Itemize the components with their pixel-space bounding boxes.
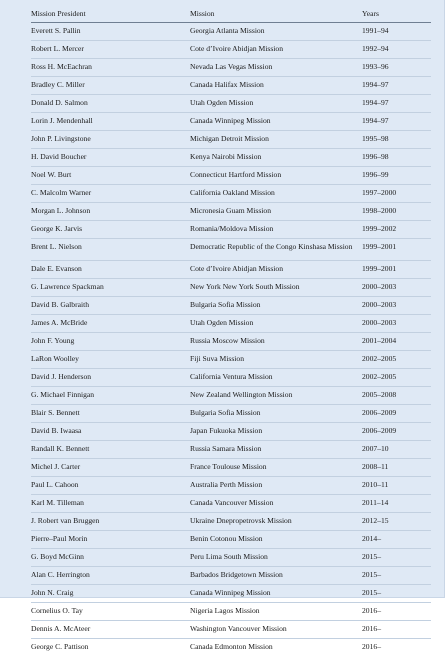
table-header-row: [31, 9, 431, 23]
cell-president: Ross H. McEachran: [31, 59, 190, 77]
cell-years: 2002–2005: [362, 351, 431, 369]
cell-years: 1998–2000: [362, 203, 431, 221]
cell-years: 2008–11: [362, 459, 431, 477]
table-row: [31, 423, 431, 441]
cell-years: 2015–: [362, 585, 431, 603]
cell-years: 1993–96: [362, 59, 431, 77]
cell-mission: Canada Halifax Mission: [190, 77, 362, 95]
table-row: [31, 41, 431, 59]
cell-years: 1994–97: [362, 113, 431, 131]
cell-mission: Romania/Moldova Mission: [190, 221, 362, 239]
table-row: [31, 279, 431, 297]
cell-president: Robert L. Mercer: [31, 41, 190, 59]
cell-mission: Australia Perth Mission: [190, 477, 362, 495]
table-row: [31, 639, 431, 656]
cell-mission: California Oakland Mission: [190, 185, 362, 203]
table-row: [31, 585, 431, 603]
cell-president: H. David Boucher: [31, 149, 190, 167]
cell-mission: Canada Winnipeg Mission: [190, 585, 362, 603]
cell-years: 2005–2008: [362, 387, 431, 405]
table-row: [31, 261, 431, 279]
cell-mission: New Zealand Wellington Mission: [190, 387, 362, 405]
cell-mission: New York New York South Mission: [190, 279, 362, 297]
cell-mission: Canada Vancouver Mission: [190, 495, 362, 513]
cell-president: Dale E. Evanson: [31, 261, 190, 279]
table-row: [31, 351, 431, 369]
cell-years: 2014–: [362, 531, 431, 549]
cell-years: 2015–: [362, 549, 431, 567]
cell-president: George C. Pattison: [31, 639, 190, 656]
table-row: [31, 239, 431, 261]
cell-president: Randall K. Bennett: [31, 441, 190, 459]
cell-mission: Bulgaria Sofia Mission: [190, 297, 362, 315]
cell-president: Michel J. Carter: [31, 459, 190, 477]
cell-years: 2000–2003: [362, 315, 431, 333]
mission-presidents-table: [31, 9, 431, 656]
cell-mission: Japan Fukuoka Mission: [190, 423, 362, 441]
cell-president: John F. Young: [31, 333, 190, 351]
cell-president: C. Malcolm Warner: [31, 185, 190, 203]
table-row: [31, 221, 431, 239]
cell-mission: Barbados Bridgetown Mission: [190, 567, 362, 585]
table-row: [31, 131, 431, 149]
cell-president: George K. Jarvis: [31, 221, 190, 239]
table-body: [31, 23, 431, 656]
cell-years: 1994–97: [362, 77, 431, 95]
cell-years: 1999–2001: [362, 261, 431, 279]
cell-president: Dennis A. McAteer: [31, 621, 190, 639]
header-mission-president: Mission President: [31, 9, 190, 23]
table-row: [31, 549, 431, 567]
cell-president: Pierre–Paul Morin: [31, 531, 190, 549]
cell-years: 2001–2004: [362, 333, 431, 351]
cell-mission: Benin Cotonou Mission: [190, 531, 362, 549]
cell-president: Cornelius O. Tay: [31, 603, 190, 621]
table-row: [31, 495, 431, 513]
cell-president: Blair S. Bennett: [31, 405, 190, 423]
table-row: [31, 95, 431, 113]
table-row: [31, 387, 431, 405]
cell-years: 2016–: [362, 621, 431, 639]
cell-president: David B. Iwaasa: [31, 423, 190, 441]
cell-president: John N. Craig: [31, 585, 190, 603]
cell-mission: Democratic Republic of the Congo Kinshasa Mission: [190, 239, 362, 261]
cell-president: Bradley C. Miller: [31, 77, 190, 95]
header-mission: Mission: [190, 9, 362, 23]
cell-president: David B. Galbraith: [31, 297, 190, 315]
cell-president: Karl M. Tilleman: [31, 495, 190, 513]
cell-president: Paul L. Cahoon: [31, 477, 190, 495]
cell-president: John P. Livingstone: [31, 131, 190, 149]
table-row: [31, 531, 431, 549]
cell-president: Morgan L. Johnson: [31, 203, 190, 221]
table-row: [31, 185, 431, 203]
cell-mission: California Ventura Mission: [190, 369, 362, 387]
cell-years: 2000–2003: [362, 279, 431, 297]
cell-president: Brent L. Nielson: [31, 239, 190, 261]
cell-mission: Utah Ogden Mission: [190, 95, 362, 113]
cell-years: 1992–94: [362, 41, 431, 59]
cell-mission: Canada Winnipeg Mission: [190, 113, 362, 131]
cell-president: Noel W. Burt: [31, 167, 190, 185]
header-years: Years: [362, 9, 431, 23]
table-row: [31, 513, 431, 531]
cell-mission: Connecticut Hartford Mission: [190, 167, 362, 185]
cell-mission: Cote d’Ivoire Abidjan Mission: [190, 261, 362, 279]
cell-president: Alan C. Herrington: [31, 567, 190, 585]
cell-years: 2016–: [362, 639, 431, 656]
table-row: [31, 23, 431, 41]
cell-years: 2010–11: [362, 477, 431, 495]
cell-years: 1994–97: [362, 95, 431, 113]
cell-years: 2015–: [362, 567, 431, 585]
cell-years: 2002–2005: [362, 369, 431, 387]
cell-mission: Washington Vancouver Mission: [190, 621, 362, 639]
cell-mission: Russia Moscow Mission: [190, 333, 362, 351]
cell-mission: Kenya Nairobi Mission: [190, 149, 362, 167]
cell-years: 1991–94: [362, 23, 431, 41]
cell-president: Everett S. Pallin: [31, 23, 190, 41]
cell-years: 2000–2003: [362, 297, 431, 315]
table-row: [31, 567, 431, 585]
cell-years: 1996–98: [362, 149, 431, 167]
cell-years: 2016–: [362, 603, 431, 621]
cell-mission: Canada Edmonton Mission: [190, 639, 362, 656]
cell-mission: Ukraine Dnepropetrovsk Mission: [190, 513, 362, 531]
cell-mission: Peru Lima South Mission: [190, 549, 362, 567]
cell-president: G. Boyd McGinn: [31, 549, 190, 567]
cell-years: 1999–2001: [362, 239, 431, 261]
cell-mission: Nevada Las Vegas Mission: [190, 59, 362, 77]
table-row: [31, 297, 431, 315]
cell-years: 2007–10: [362, 441, 431, 459]
table-row: [31, 405, 431, 423]
cell-mission: Micronesia Guam Mission: [190, 203, 362, 221]
table-row: [31, 167, 431, 185]
cell-years: 1999–2002: [362, 221, 431, 239]
table-row: [31, 333, 431, 351]
cell-president: David J. Henderson: [31, 369, 190, 387]
table-row: [31, 369, 431, 387]
table-row: [31, 621, 431, 639]
cell-mission: Georgia Atlanta Mission: [190, 23, 362, 41]
cell-years: 1997–2000: [362, 185, 431, 203]
cell-president: J. Robert van Bruggen: [31, 513, 190, 531]
table-row: [31, 315, 431, 333]
table-row: [31, 459, 431, 477]
cell-mission: France Toulouse Mission: [190, 459, 362, 477]
table-row: [31, 59, 431, 77]
table-row: [31, 203, 431, 221]
cell-mission: Utah Ogden Mission: [190, 315, 362, 333]
cell-years: 2006–2009: [362, 423, 431, 441]
cell-years: 2006–2009: [362, 405, 431, 423]
cell-president: James A. McBride: [31, 315, 190, 333]
cell-mission: Fiji Suva Mission: [190, 351, 362, 369]
cell-mission: Nigeria Lagos Mission: [190, 603, 362, 621]
cell-mission: Michigan Detroit Mission: [190, 131, 362, 149]
cell-years: 2012–15: [362, 513, 431, 531]
cell-president: G. Michael Finnigan: [31, 387, 190, 405]
cell-president: Lorin J. Mendenhall: [31, 113, 190, 131]
table-row: [31, 149, 431, 167]
cell-mission: Bulgaria Sofia Mission: [190, 405, 362, 423]
cell-years: 1995–98: [362, 131, 431, 149]
table-row: [31, 477, 431, 495]
cell-mission: Cote d’Ivoire Abidjan Mission: [190, 41, 362, 59]
cell-mission: Russia Samara Mission: [190, 441, 362, 459]
table-row: [31, 113, 431, 131]
cell-president: Donald D. Salmon: [31, 95, 190, 113]
cell-years: 2011–14: [362, 495, 431, 513]
table-row: [31, 603, 431, 621]
cell-years: 1996–99: [362, 167, 431, 185]
cell-president: G. Lawrence Spackman: [31, 279, 190, 297]
cell-president: LaRon Woolley: [31, 351, 190, 369]
table-row: [31, 77, 431, 95]
table-row: [31, 441, 431, 459]
